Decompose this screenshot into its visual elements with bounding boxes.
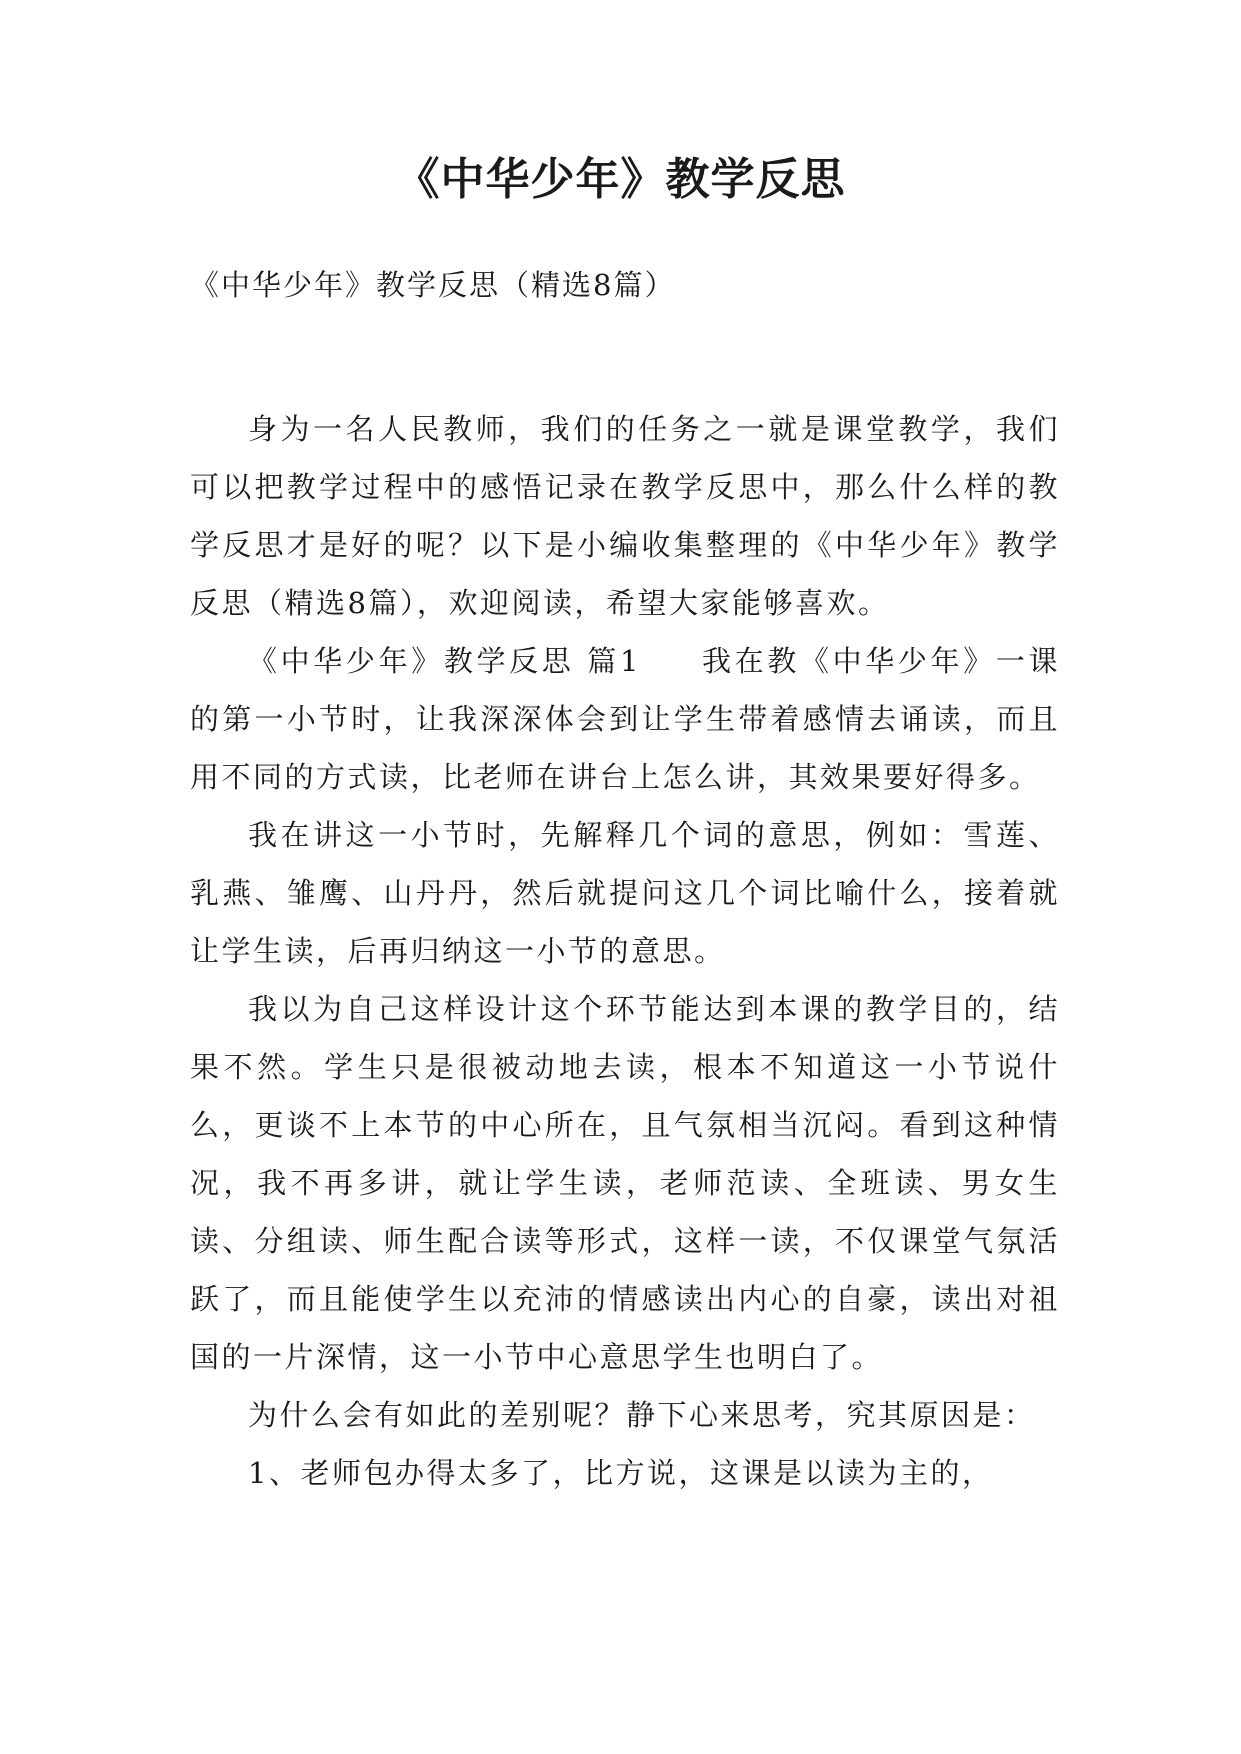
section-1-text: 我在教《中华少年》一课的第一小节时，让我深深体会到让学生带着感情去诵读，而且用不同的方式读，比老师在讲台上怎么讲，其效果要好得多。 — [190, 644, 1060, 794]
intro-paragraph: 身为一名人民教师，我们的任务之一就是课堂教学，我们可以把教学过程中的感悟记录在教学反思中，那么什么样的教学反思才是好的呢？以下是小编收集整理的《中华少年》教学反思（精选8篇），欢迎阅读，希望大家能够喜欢。 — [190, 412, 1060, 620]
body-paragraph-4: 为什么会有如此的差别呢？静下心来思考，究其原因是： — [248, 1398, 1036, 1432]
document-body — [190, 400, 1060, 1502]
document-title: 《中华少年》教学反思 — [395, 154, 846, 205]
body-paragraph-2: 我在讲这一小节时，先解释几个词的意思，例如：雪莲、乳燕、雏鹰、山丹丹，然后就提问这几个词比喻什么，接着就让学生读，后再归纳这一小节的意思。 — [190, 818, 1060, 968]
document-subtitle: 《中华少年》教学反思（精选8篇） — [190, 268, 676, 302]
section-1-heading: 《中华少年》教学反思 篇1 — [248, 644, 641, 678]
body-paragraph-5: 1、老师包办得太多了，比方说，这课是以读为主的， — [248, 1456, 994, 1490]
section-1-paragraph — [190, 632, 1060, 806]
body-paragraph-3: 我以为自己这样设计这个环节能达到本课的教学目的，结果不然。学生只是很被动地去读，根本不知道这一小节说什么，更谈不上本节的中心所在，且气氛相当沉闷。看到这种情况，我不再多讲，就让学生读，老师范读、全班读、男女生读、分组读、师生配合读等形式，这样一读，不仅课堂气氛活跃了，而且能使学生以充沛的情感读出内心的自豪，读出对祖国的一片深情，这一小节中心意思学生也明白了。 — [190, 992, 1060, 1374]
